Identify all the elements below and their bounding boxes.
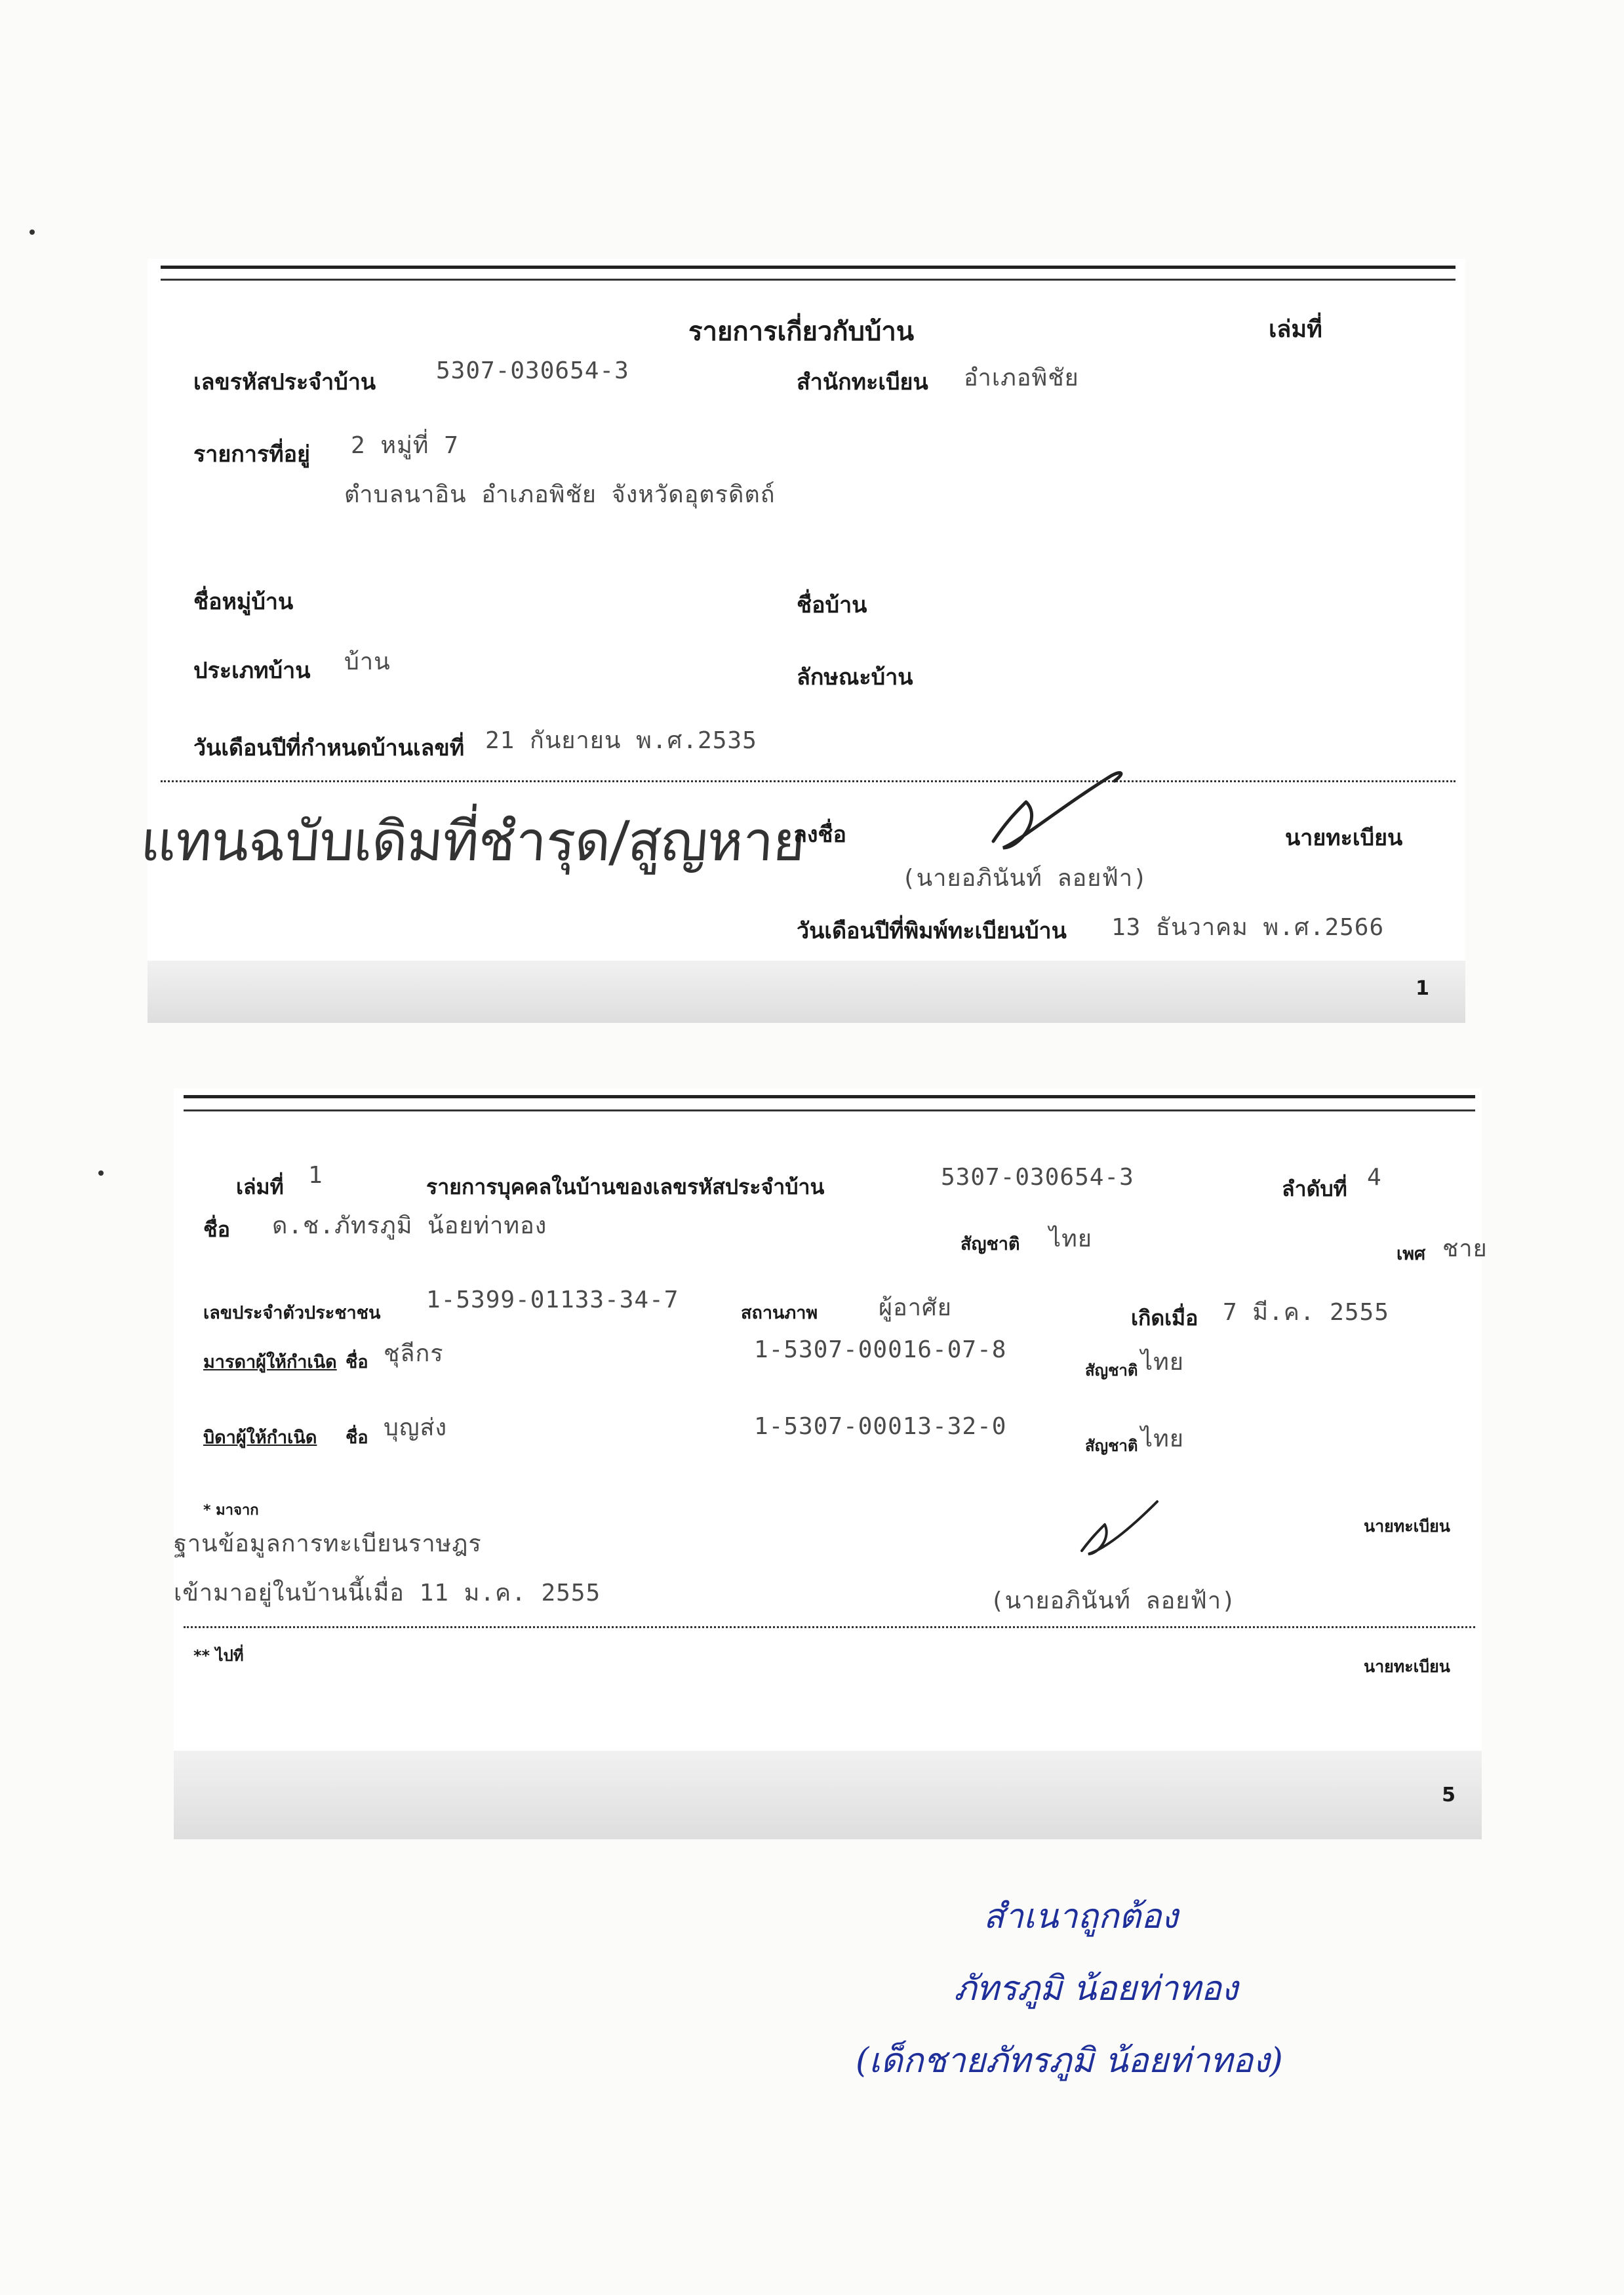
mother-name: ชุลีกร: [384, 1340, 444, 1367]
mother-label: มารดาผู้ให้กำเนิด: [203, 1352, 337, 1372]
father-id: 1-5307-00013-32-0: [754, 1413, 1007, 1440]
father-nationality-label: สัญชาติ: [1085, 1437, 1138, 1455]
sex-label: เพศ: [1396, 1244, 1426, 1264]
moved-in-date: เข้ามาอยู่ในบ้านนี้เมื่อ 11 ม.ค. 2555: [174, 1580, 601, 1606]
registrar-signature: [1072, 1488, 1164, 1561]
mother-nationality: ไทย: [1141, 1349, 1184, 1376]
person-name: ด.ช.ภัทรภูมิ น้อยท่าทอง: [272, 1212, 547, 1239]
card-top-rule: [184, 1095, 1475, 1098]
to-label: ** ไปที่: [193, 1646, 244, 1665]
registrar-label: นายทะเบียน: [1285, 825, 1403, 851]
born-label: เกิดเมื่อ: [1131, 1306, 1198, 1330]
scan-speck: [98, 1170, 104, 1176]
book-label: เล่มที่: [1269, 316, 1322, 343]
sex-value: ชาย: [1442, 1235, 1488, 1262]
id-number-value: 1-5399-01133-34-7: [426, 1287, 679, 1313]
certified-copy-text: สำเนาถูกต้อง: [983, 1897, 1178, 1936]
status-value: ผู้อาศัย: [879, 1294, 952, 1321]
registry-office-label: สำนักทะเบียน: [797, 369, 928, 395]
separator-dotted: [161, 780, 1456, 782]
registrar-label: นายทะเบียน: [1364, 1517, 1450, 1536]
assigned-date-label: วันเดือนปีที่กำหนดบ้านเลขที่: [193, 735, 465, 761]
from-label: * มาจาก: [203, 1502, 259, 1519]
order-number: 4: [1367, 1164, 1382, 1191]
scan-speck: [30, 230, 35, 235]
from-value: ฐานข้อมูลการทะเบียนราษฎร: [174, 1530, 482, 1557]
status-label: สถานภาพ: [741, 1303, 818, 1323]
page-number: 5: [1442, 1784, 1456, 1806]
born-value: 7 มี.ค. 2555: [1223, 1299, 1389, 1326]
assigned-date-value: 21 กันยายน พ.ศ.2535: [485, 727, 757, 754]
registrar-label-2: นายทะเบียน: [1364, 1657, 1450, 1676]
card-title: รายการบุคคลในบ้านของเลขรหัสประจำบ้าน: [426, 1174, 825, 1199]
house-code-value: 5307-030654-3: [941, 1164, 1134, 1191]
order-label: ลำดับที่: [1282, 1176, 1347, 1201]
print-date-value: 13 ธันวาคม พ.ศ.2566: [1111, 914, 1385, 941]
address-line-1: 2 หมู่ที่ 7: [351, 432, 459, 459]
father-label: บิดาผู้ให้กำเนิด: [203, 1427, 317, 1448]
print-date-label: วันเดือนปีที่พิมพ์ทะเบียนบ้าน: [797, 918, 1067, 944]
house-name-label: ชื่อบ้าน: [797, 592, 867, 618]
card-top-rule-2: [161, 279, 1456, 281]
nationality-label: สัญชาติ: [961, 1234, 1020, 1254]
card-top-rule-2: [184, 1109, 1475, 1111]
address-label: รายการที่อยู่: [193, 441, 310, 468]
father-name: บุญส่ง: [384, 1414, 448, 1441]
father-name-label: ชื่อ: [346, 1427, 368, 1448]
card-top-rule: [161, 266, 1456, 269]
certifier-full-name: (เด็กชายภัทรภูมิ น้อยท่าทอง): [856, 2041, 1283, 2081]
resident-details-card: [174, 1088, 1488, 1839]
house-type-label: ประเภทบ้าน: [193, 658, 311, 684]
sign-label: ลงชื่อ: [793, 822, 846, 848]
registrar-name: (นายอภินันท์ ลอยฟ้า): [990, 1587, 1237, 1614]
house-code-value: 5307-030654-3: [436, 357, 629, 384]
registrar-signature: [980, 749, 1131, 854]
mother-nationality-label: สัญชาติ: [1085, 1361, 1138, 1380]
village-name-label: ชื่อหมู่บ้าน: [193, 589, 294, 615]
house-character-label: ลักษณะบ้าน: [797, 664, 913, 690]
registrar-name: (นายอภินันท์ ลอยฟ้า): [901, 865, 1148, 892]
father-nationality: ไทย: [1141, 1426, 1184, 1452]
house-type-value: บ้าน: [344, 649, 391, 675]
house-details-card: [138, 259, 1465, 1023]
mother-name-label: ชื่อ: [346, 1352, 368, 1372]
separator-dotted: [184, 1626, 1475, 1628]
id-number-label: เลขประจำตัวประชาชน: [203, 1303, 381, 1323]
certifier-signature-name: ภัทรภูมิ น้อยท่าทอง: [954, 1969, 1238, 2008]
address-line-2: ตำบลนาอิน อำเภอพิชัย จังหวัดอุตรดิตถ์: [344, 481, 776, 508]
card-footer-band: [148, 961, 1465, 1023]
book-label: เล่มที่: [236, 1174, 284, 1199]
book-number: 1: [308, 1162, 323, 1189]
replacement-stamp: แทนฉบับเดิมที่ชำรุด/สูญหาย: [138, 809, 807, 873]
mother-id: 1-5307-00016-07-8: [754, 1336, 1007, 1363]
card-title: รายการเกี่ยวกับบ้าน: [688, 317, 915, 347]
card-footer-band: [174, 1751, 1482, 1839]
nationality-value: ไทย: [1049, 1226, 1092, 1252]
registry-office-value: อำเภอพิชัย: [964, 365, 1079, 391]
house-code-label: เลขรหัสประจำบ้าน: [193, 369, 376, 395]
page-number: 1: [1416, 977, 1429, 1000]
name-label: ชื่อ: [203, 1217, 230, 1242]
